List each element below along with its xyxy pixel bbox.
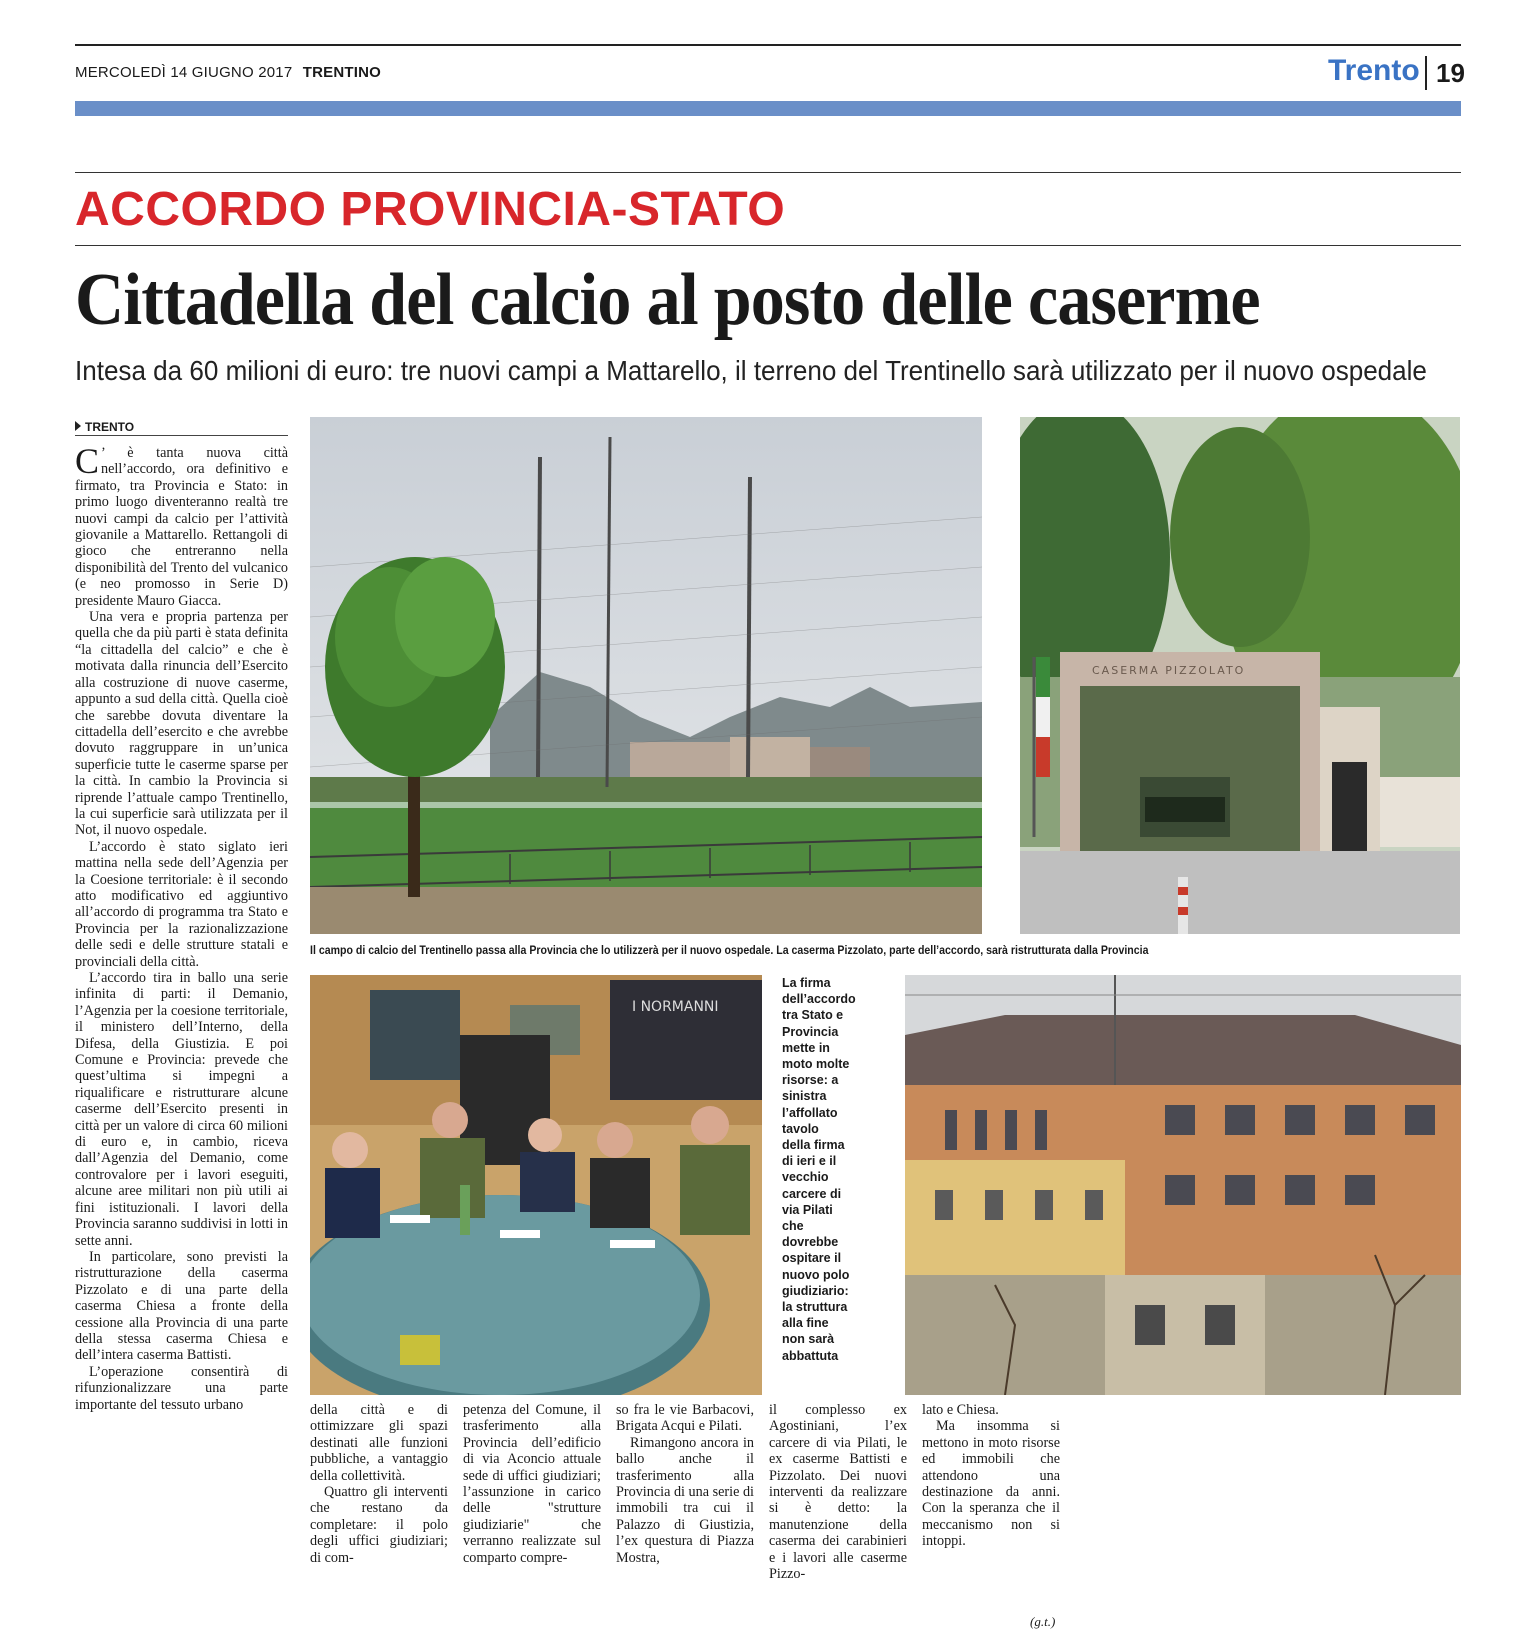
paragraph: Quattro gli interventi che restano da completare: il polo degli uffici giudiziari; di com- [310,1484,448,1566]
subheadline: Intesa da 60 milioni di euro: tre nuovi campi a Mattarello, il terreno del Trentinello sarà utilizzato per il nuovo ospedale [75,355,1427,386]
article-column-6 [922,1402,1060,1550]
headline: Cittadella del calcio al posto delle caserme [75,259,1260,341]
paragraph: L’accordo è stato siglato ieri mattina nella sede dell’Agenzia per la Coesione territoriale: è il secondo atto modificativo ed aggiuntivo all’accordo di programma tra Stato e Provincia per la razionalizzazione delle sedi e delle strutture statali e provinciali della città. [75,838,288,970]
paragraph: lato e Chiesa. [922,1402,999,1418]
kicker: ACCORDO PROVINCIA-STATO [75,183,786,236]
header-dateline [75,64,381,81]
article-column-2 [310,1402,448,1566]
header-separator [1425,56,1427,90]
paragraph: Una vera e propria partenza per quella che da più parti è stata definita “la cittadella del calcio” e che è motivata dalla rinuncia dell’Esercito alla costruzione di nuove caserme, appunto a sud della città. Quella cioè che sarebbe dovuta diventare la cittadella dell’esercito e che avrebbe dovuto raggruppare in un’unica superficie tutte le caserme sparse per la città. In cambio la Provincia si riprende l’attuale campo Trentinello, la cui superficie sarà utilizzata per il Not, il nuovo ospedale. [75,609,288,839]
paragraph: L’accordo tira in ballo una serie infinita di parti: il Demanio, l’Agenzia per la coesione territoriale, il ministero dell’Interno, della Difesa, della Giustizia. E poi Comune e Provincia: prevede che quest’ultima si impegni a riqualificare e ristrutturare alcune caserme dell’Esercito presenti in città per un valore di circa 60 milioni di euro e, in cambio, riceva dall’Agenzia del Demanio, come controvalore per i lavori eseguiti, alcune aree militari non più utili ai fini istituzionali. I lavori della Provincia saranno suddivisi in lotti in sette anni. [75,970,288,1249]
barracks-gate-illustration [1020,417,1460,934]
paragraph: so fra le vie Barbacovi, Brigata Acqui e Pilati. [616,1402,754,1435]
photo-barracks-gate [1020,417,1460,934]
signing-table-illustration [310,975,762,1395]
article-column-3 [463,1402,601,1566]
photo-caption-top: Il campo di calcio del Trentinello passa alla Provincia che lo utilizzerà per il nuovo ospedale. La caserma Pizzolato, parte dell’accordo, sarà ristrutturata dalla Provincia [310,945,1149,957]
paragraph: C ’ è tanta nuova città nell’accordo, ora definitivo e firmato, tra Provincia e Stato: in primo luogo diventeranno realtà tre nuovi campi da calcio per l’attività giovanile a Mattarello. Rettangoli di gioco che entreranno nella disponibilità del Trento del vulcanico (e neo promosso in Serie D) presidente Mauro Giacca. [75,441,288,609]
gate-sign: CASERMA PIZZOLATO [1092,664,1246,677]
paragraph: Rimangono ancora in ballo anche il trasferimento alla Provincia di una serie di immobili tra cui il Palazzo di Giustizia, l’ex questura di Piazza Mostra, [616,1434,754,1566]
author-signature: (g.t.) [1030,1614,1056,1629]
old-prison-illustration [905,975,1461,1395]
drop-cap: C [75,441,100,481]
kicker-rule-top [75,172,1461,173]
paragraph: della città e di ottimizzare gli spazi destinati alle funzioni pubbliche, a vantaggio della collettività. [310,1402,448,1484]
dateline: TRENTO [75,420,134,434]
page-number: 19 [1436,58,1465,88]
article-column-4 [616,1402,754,1566]
photo-football-field [310,417,982,934]
dateline-rule [75,435,288,436]
newspaper-name: TRENTINO [302,64,382,81]
section-color-bar [75,101,1461,116]
paragraph: In particolare, sono previsti la ristrutturazione della caserma Pizzolato e di una parte della caserma Chiesa a fronte della cessione alla Provincia di una parte della stessa caserma Chiesa e dell’intera caserma Battisti. [75,1248,288,1364]
wall-sign: I NORMANNI [632,999,719,1015]
paragraph: Ma insomma si mettono in moto risorse ed immobili che attendono una destinazione da anni. Con la speranza che il meccanismo non si intoppi. [922,1418,1060,1550]
issue-date: MERCOLEDÌ 14 GIUGNO 2017 [75,64,293,81]
kicker-rule-bottom [75,245,1461,246]
article-column-1 [75,441,288,1413]
paragraph: L’operazione consentirà di rifunzionalizzare una parte importante del tessuto urbano [75,1363,288,1413]
section-title: Trento [1328,54,1420,87]
header-rule [75,44,1461,46]
article-column-5 [769,1402,907,1582]
paragraph: il complesso ex Agostiniani, l’ex carcere di via Pilati, le ex caserme Battisti e Pizzolato. Dei nuovi interventi da realizzare si è detto: la manutenzione della caserma dei carabinieri e i lavori alle caserme Pizzo- [769,1402,907,1583]
side-photo-caption: La firma dell’accordo tra Stato e Provincia mette in moto molte risorse: a sinistra l’affollato tavolo della firma di ieri e il vecchio carcere di via Pilati che dovrebbe ospitare il nuovo polo giudiziario: la struttura alla fine non sarà abbattuta [782,976,856,1363]
photo-signing-table [310,975,762,1395]
football-field-illustration [310,417,982,934]
paragraph: petenza del Comune, il trasferimento alla Provincia dell’edificio di via Aconcio attuale sede di uffici giudiziari; l’assunzione in carico delle "strutture giudiziarie" che verranno realizzate sul comparto compre- [463,1402,601,1566]
photo-old-prison [905,975,1461,1395]
